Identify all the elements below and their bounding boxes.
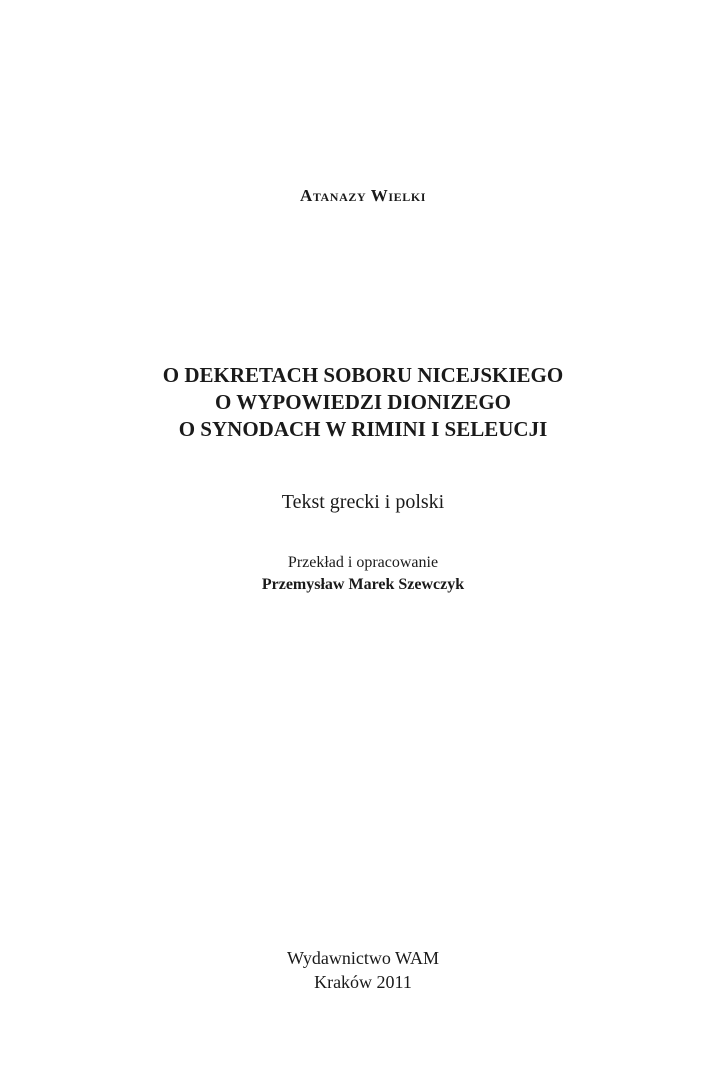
book-title (0, 362, 726, 443)
book-title-line-2: O WYPOWIEDZI DIONIZEGO (215, 390, 511, 414)
book-subtitle: Tekst grecki i polski (281, 491, 445, 513)
translation-label: Przekład i opracowanie (287, 554, 439, 571)
book-title-line-3: O SYNODACH W RIMINI I SELEUCJI (178, 417, 548, 441)
publisher-name: Wydawnictwo WAM (286, 948, 440, 968)
book-title-line-1: O DEKRETACH SOBORU NICEJSKIEGO (162, 363, 564, 387)
author-name: Atanazy Wielki (299, 186, 427, 205)
publisher-imprint (0, 946, 726, 994)
translation-credit (0, 552, 726, 596)
publisher-place-year: Kraków 2011 (314, 972, 412, 992)
translator-name: Przemysław Marek Szewczyk (261, 576, 465, 593)
